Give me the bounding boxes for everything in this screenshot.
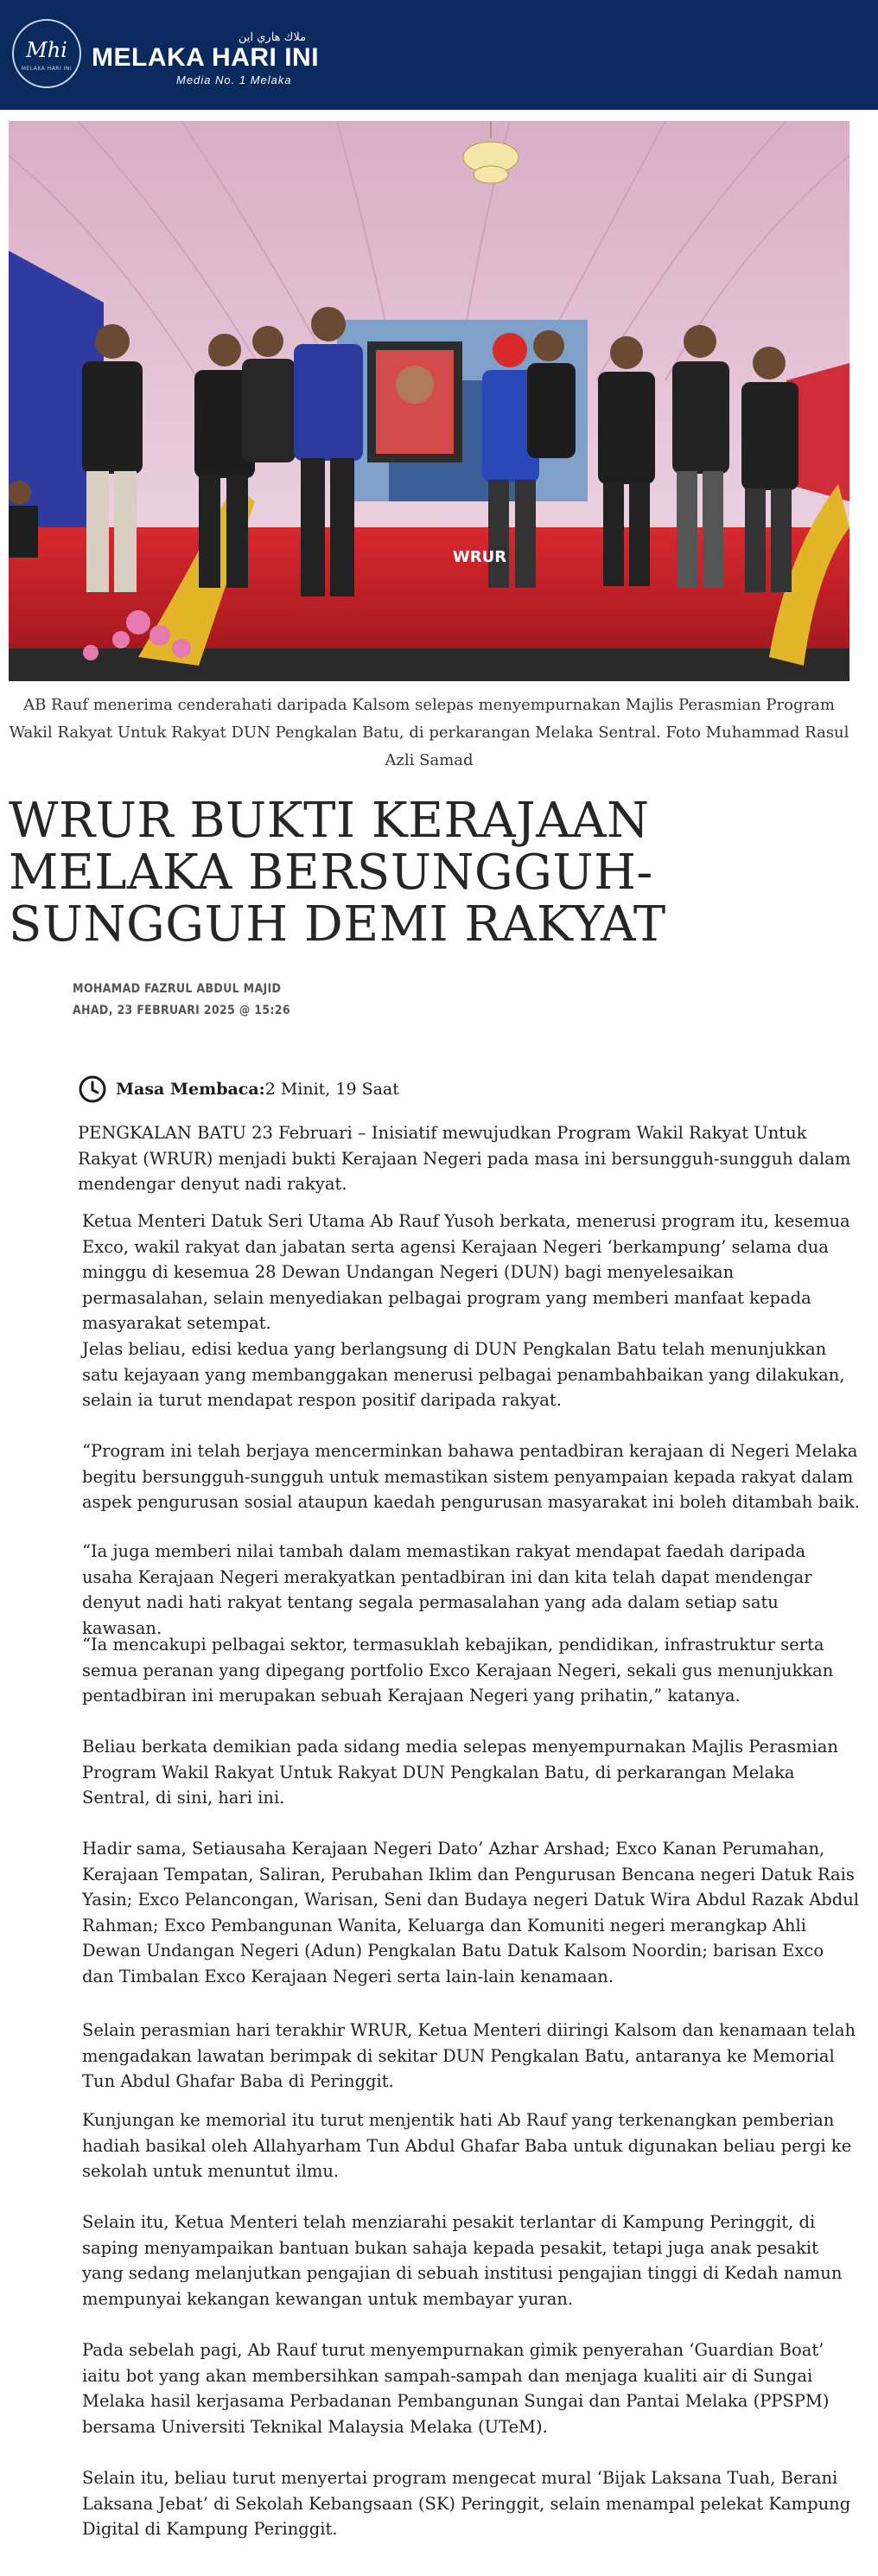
- article-photo: [9, 121, 849, 681]
- photo-banner-text: WRUR: [452, 548, 507, 566]
- paragraph: Kunjungan ke memorial itu turut menjentik hati Ab Rauf yang terkenangkan pemberian hadiah basikal oleh Allahyarham Tun Abdul Ghafar Baba untuk digunakan beliau pergi ke sekolah untuk menuntut ilmu.: [82, 2110, 852, 2181]
- read-time-value: 2 Minit, 19 Saat: [264, 1080, 399, 1099]
- brand-tagline: Media No. 1 Melaka: [176, 73, 292, 86]
- paragraph: Hadir sama, Setiausaha Kerajaan Negeri Dato’ Azhar Arshad; Exco Kanan Perumahan, Kerajaan Tempatan, Saliran, Perubahan Iklim dan Pengurusan Bencana negeri Datuk Rais Yasin; Exco Pelancongan, Warisan, Seni dan Budaya negeri Datuk Wira Abdul Razak Abdul Rahman; Exco Pembangunan Wanita, Keluarga dan Komuniti negeri merangkap Ahli Dewan Undangan Negeri (Adun) Pengkalan Batu Datuk Kalsom Noordin; barisan Exco dan Timbalan Exco Kerajaan Negeri serta lain-lain kenamaan.: [82, 1839, 860, 1986]
- paragraph: Jelas beliau, edisi kedua yang berlangsung di DUN Pengkalan Batu telah menunjukkan satu kejayaan yang membanggakan menerusi pelbagai penambahbaikan yang dilakukan, selain ia turut mendapat respon positif daripada rakyat.: [82, 1339, 845, 1410]
- paragraph: Selain itu, beliau turut menyertai program mengecat mural ‘Bijak Laksana Tuah, Berani Laksana Jebat’ di Sekolah Kebangsaan (SK) Peringgit, selain menampal pelekat Kampung Digital di Kampung Peringgit.: [82, 2468, 851, 2539]
- site-logo[interactable]: [12, 19, 81, 88]
- logo-small-text: MELAKA HARI INI: [21, 66, 73, 72]
- paragraph: PENGKALAN BATU 23 Februari – Inisiatif mewujudkan Program Wakil Rakyat Untuk Rakyat (WRUR) menjadi bukti Kerajaan Negeri pada masa ini bersungguh-sungguh dalam mendengar denyut nadi rakyat.: [78, 1123, 851, 1194]
- article-date: AHAD, 23 FEBRUARI 2025 @ 15:26: [73, 1004, 290, 1017]
- paragraph: Pada sebelah pagi, Ab Rauf turut menyempurnakan gimik penyerahan ‘Guardian Boat’ iaitu bot yang akan membersihkan sampah-sampah dan menjaga kualiti air di Sungai Melaka hasil kerjasama Perbadanan Pembangunan Sungai dan Pantai Melaka (PPSPM) bersama Universiti Teknikal Malaysia Melaka (UTeM).: [82, 2340, 830, 2437]
- brand-name[interactable]: MELAKA HARI INI: [92, 43, 320, 72]
- site-header: [0, 0, 878, 110]
- brand-jawi: ملاك هاري اين: [239, 31, 307, 44]
- read-time-label: Masa Membaca:: [116, 1080, 265, 1099]
- paragraph: “Ia juga memberi nilai tambah dalam memastikan rakyat mendapat faedah daripada usaha Kerajaan Negeri merakyatkan pentadbiran ini dan kita telah dapat mendengar denyut nadi hati rakyat tentang segala permasalahan yang ada dalam setiap satu kawasan.: [82, 1541, 812, 1638]
- paragraph: Beliau berkata demikian pada sidang media selepas menyempurnakan Majlis Perasmian Program Wakil Rakyat Untuk Rakyat DUN Pengkalan Batu, di perkarangan Melaka Sentral, di sini, hari ini.: [82, 1737, 838, 1808]
- paragraph: “Ia mencakupi pelbagai sektor, termasuklah kebajikan, pendidikan, infrastruktur serta semua peranan yang dipegang portfolio Exco Kerajaan Negeri, sekali gus menunjukkan pentadbiran ini merupakan sebuah Kerajaan Negeri yang prihatin,” katanya.: [82, 1635, 834, 1706]
- paragraph: Ketua Menteri Datuk Seri Utama Ab Rauf Yusoh berkata, menerusi program itu, kesemua Exco, wakil rakyat dan jabatan serta agensi Kerajaan Negeri ‘berkampung’ selama dua minggu di kesemua 28 Dewan Undangan Negeri (DUN) bagi menyelesaikan permasalahan, selain menyediakan pelbagai program yang memberi manfaat kepada masyarakat setempat.: [82, 1211, 850, 1333]
- clock-icon: [78, 1074, 107, 1104]
- logo-script: Mhi: [26, 38, 67, 62]
- read-time: [78, 1074, 399, 1104]
- paragraph: “Program ini telah berjaya mencerminkan bahawa pentadbiran kerajaan di Negeri Melaka begitu bersungguh-sungguh untuk memastikan sistem penyampaian kepada rakyat dalam aspek pengurusan sosial ataupun kaedah pengurusan masyarakat ini boleh ditambah baik.: [82, 1441, 860, 1512]
- paragraph: Selain perasmian hari terakhir WRUR, Ketua Menteri diiringi Kalsom dan kenamaan telah mengadakan lawatan berimpak di sekitar DUN Pengkalan Batu, antaranya ke Memorial Tun Abdul Ghafar Baba di Peringgit.: [82, 2020, 856, 2091]
- photo-scene: [9, 121, 849, 681]
- paragraph: Selain itu, Ketua Menteri telah menziarahi pesakit terlantar di Kampung Peringgit, di saping menyampaikan bantuan bukan sahaja kepada pesakit, tetapi juga anak pesakit yang sedang melanjutkan pengajian di sebuah institusi pengajian tinggi di Kedah namun mempunyai kekangan kewangan untuk membayar yuran.: [82, 2212, 843, 2309]
- article-author[interactable]: MOHAMAD FAZRUL ABDUL MAJID: [73, 982, 282, 996]
- photo-caption: AB Rauf menerima cenderahati daripada Kalsom selepas menyempurnakan Majlis Perasmian Program Wakil Rakyat Untuk Rakyat DUN Pengkalan Batu, di perkarangan Melaka Sentral. Foto Muhammad Rasul Azli Samad: [9, 696, 849, 769]
- article-title: WRUR BUKTI KERAJAAN MELAKA BERSUNGGUH-SUNGGUH DEMI RAKYAT: [9, 793, 666, 953]
